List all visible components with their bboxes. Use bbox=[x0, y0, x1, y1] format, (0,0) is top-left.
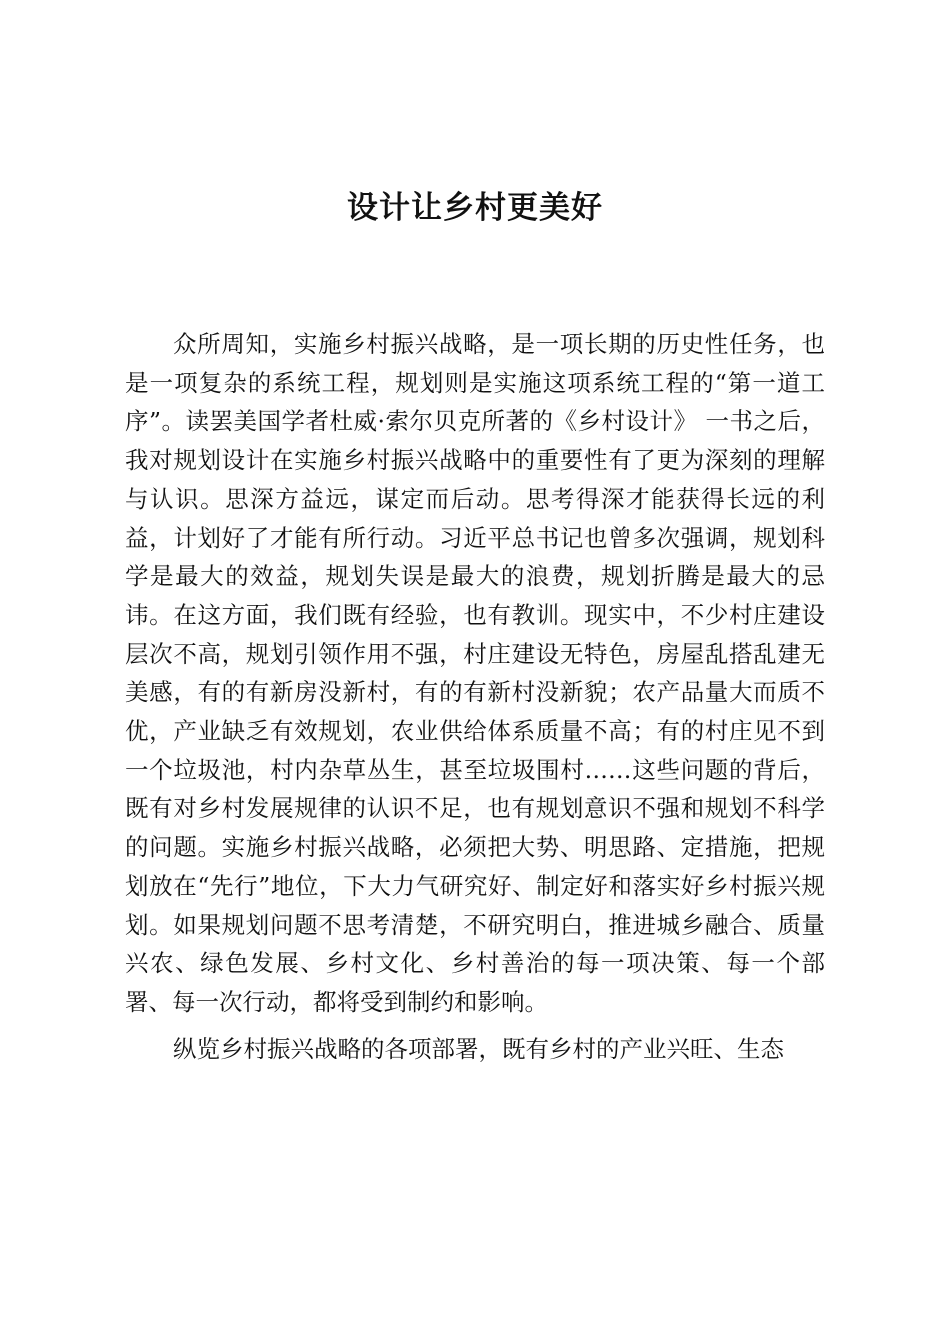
paragraph-1: 众所周知，实施乡村振兴战略，是一项长期的历史性任务，也是一项复杂的系统工程，规划则是实施这项系统工程的“第一道工序”。读罢美国学者杜威·索尔贝克所著的《乡村设计》 一书之后，我对规划设计在实施乡村振兴战略中的重要性有了更为深刻的理解与认识。思深方益远，谋定而后动。思考得深才能获得长远的利益，计划好了才能有所行动。习近平总书记也曾多次强调，规划科学是最大的效益，规划失误是最大的浪费，规划折腾是最大的忌讳。在这方面，我们既有经验，也有教训。现实中，不少村庄建设层次不高，规划引领作用不强，村庄建设无特色，房屋乱搭乱建无美感，有的有新房没新村，有的有新村没新貌；农产品量大而质不优，产业缺乏有效规划，农业供给体系质量不高；有的村庄见不到一个垃圾池，村内杂草丛生，甚至垃圾围村……这些问题的背后，既有对乡村发展规律的认识不足，也有规划意识不强和规划不科学的问题。实施乡村振兴战略，必须把大势、明思路、定措施，把规划放在“先行”地位，下大力气研究好、制定好和落实好乡村振兴规划。如果规划问题不思考清楚，不研究明白，推进城乡融合、质量兴农、绿色发展、乡村文化、乡村善治的每一项决策、每一个部署、每一次行动，都将受到制约和影响。 bbox=[125, 330, 825, 1016]
document-title: 设计让乡村更美好 bbox=[347, 190, 603, 226]
paragraph-2: 纵览乡村振兴战略的各项部署，既有乡村的产业兴旺、生态 bbox=[173, 1034, 784, 1063]
document-body bbox=[125, 325, 825, 1068]
